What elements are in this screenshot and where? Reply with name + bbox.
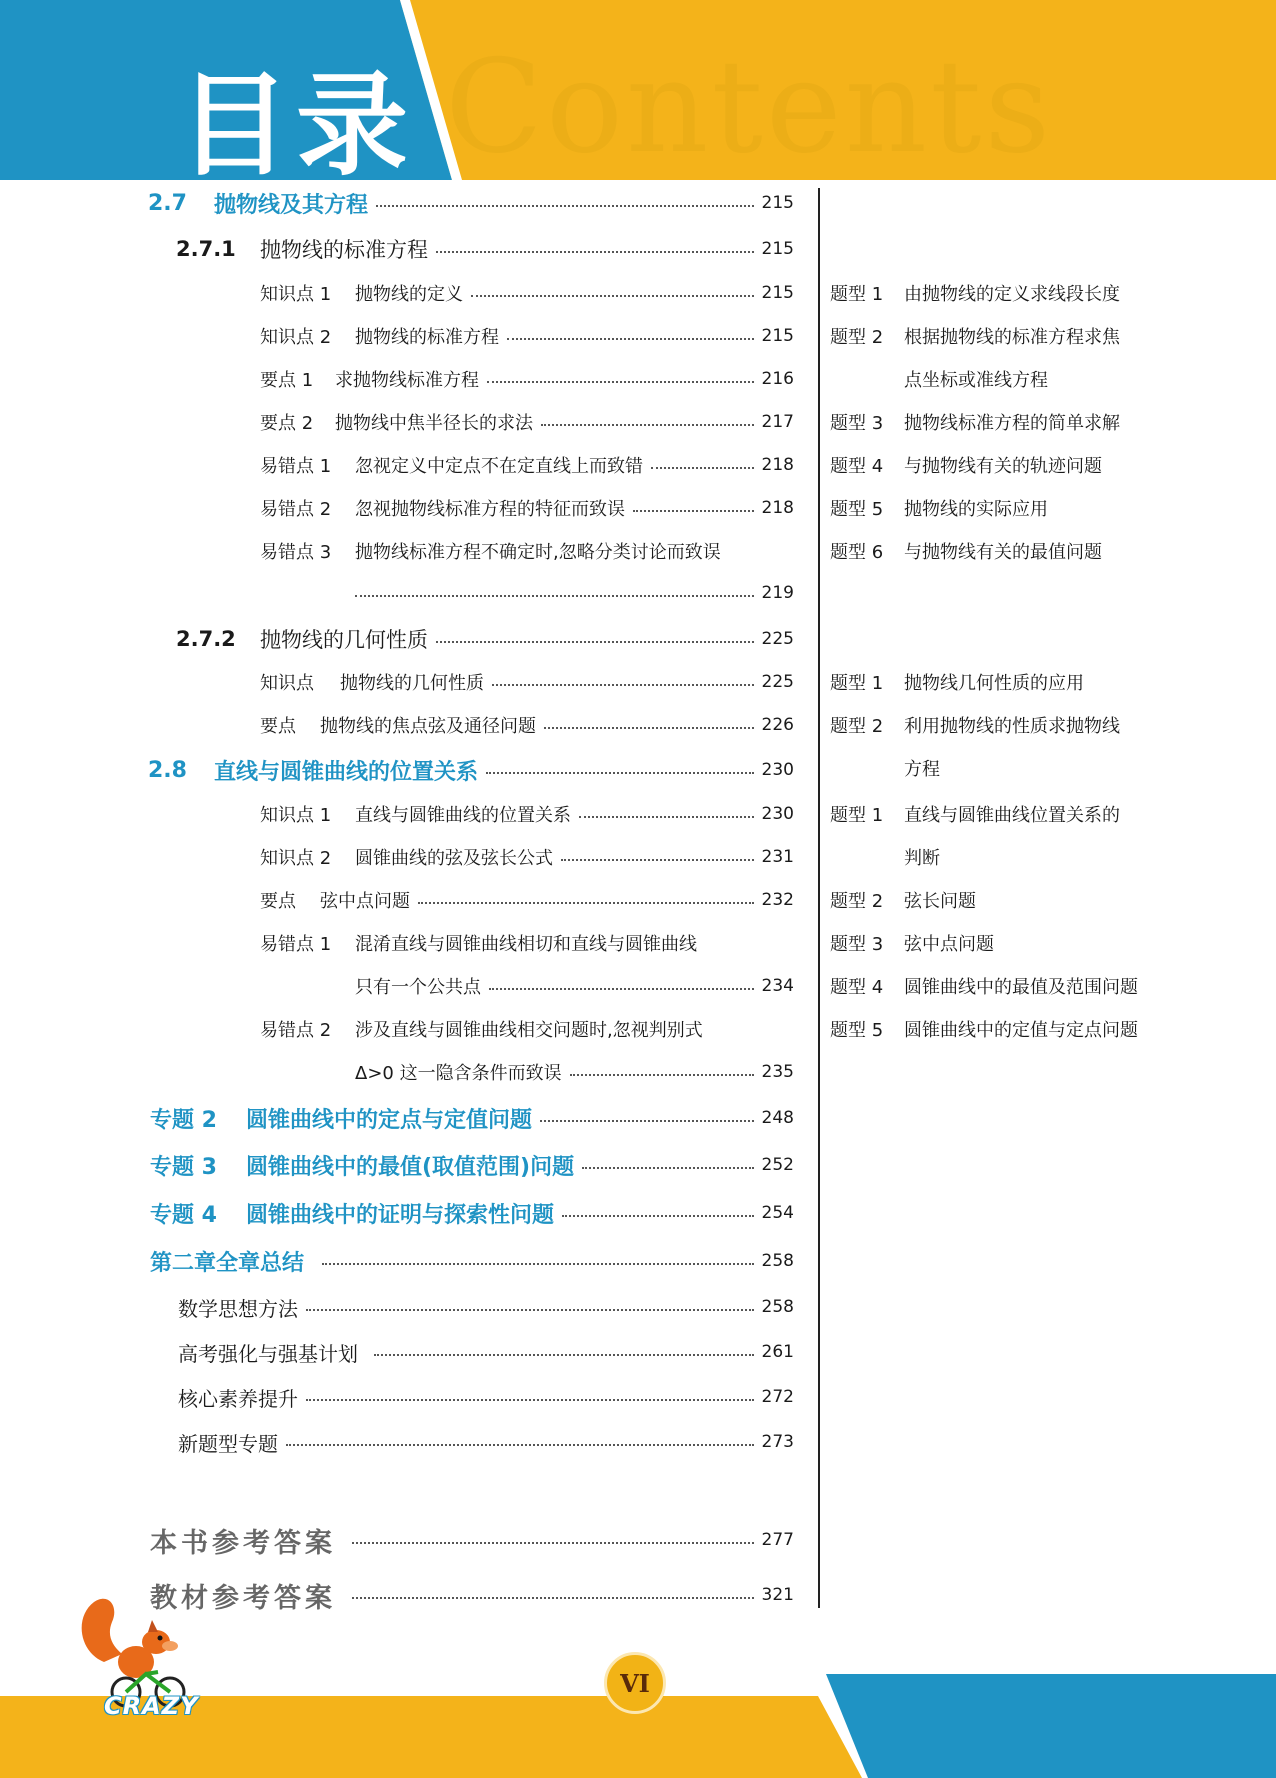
question-type-item[interactable]: [830, 665, 1084, 699]
toc-title: 本书参考答案: [150, 1527, 336, 1559]
toc-leader: [582, 1167, 753, 1169]
toc-title: 忽视抛物线标准方程的特征而致误: [355, 499, 625, 520]
question-type-continuation: 点坐标或准线方程: [904, 370, 1048, 391]
toc-page: 248: [761, 1108, 794, 1128]
question-type-item[interactable]: [830, 448, 1102, 482]
toc-leader: [561, 859, 754, 861]
question-type-item[interactable]: [830, 1012, 1138, 1046]
toc-title: 高考强化与强基计划: [178, 1341, 358, 1366]
question-type-item[interactable]: [830, 405, 1120, 439]
toc-page: 218: [761, 498, 794, 518]
toc-item[interactable]: [260, 362, 794, 396]
question-type-label: 题型 5: [830, 1020, 884, 1041]
question-type-title: 由抛物线的定义求线段长度: [904, 284, 1120, 305]
toc-summary-item[interactable]: [178, 1335, 794, 1369]
toc-label: 2.7.2: [176, 627, 236, 651]
toc-chapter-summary[interactable]: [150, 1244, 794, 1278]
toc-label: 2.7: [148, 190, 187, 216]
toc-leader: [306, 1399, 754, 1401]
question-type-item[interactable]: [830, 969, 1138, 1003]
toc-label: 易错点 2: [260, 1020, 332, 1041]
toc-leader: [507, 338, 754, 340]
toc-page: 232: [761, 890, 794, 910]
question-type-label: 题型 1: [830, 673, 884, 694]
question-type-item[interactable]: [830, 708, 1120, 742]
toc-leader: [418, 902, 754, 904]
question-type-label: 题型 6: [830, 542, 884, 563]
toc-title: 核心素养提升: [178, 1386, 298, 1411]
question-type-item[interactable]: [830, 319, 1120, 353]
question-type-item[interactable]: [830, 491, 1048, 525]
toc-label: 知识点 1: [260, 284, 332, 305]
toc-title: 圆锥曲线中的最值(取值范围)问题: [246, 1154, 575, 1180]
toc-leader: [562, 1215, 754, 1217]
toc-label: 易错点 1: [260, 456, 332, 477]
toc-leader: [436, 641, 754, 643]
toc-leader: [352, 1597, 754, 1599]
toc-subsection-2-7-2[interactable]: [176, 622, 794, 656]
toc-leader: [355, 595, 754, 597]
toc-item[interactable]: [260, 708, 794, 742]
question-type-label: 题型 5: [830, 499, 884, 520]
toc-page: 230: [761, 804, 794, 824]
toc-title: 求抛物线标准方程: [335, 370, 479, 391]
toc-title: 抛物线的几何性质: [260, 628, 428, 652]
toc-title: 抛物线标准方程不确定时,忽略分类讨论而致误: [355, 542, 721, 563]
toc-title: 直线与圆锥曲线的位置关系: [214, 759, 479, 785]
toc-item[interactable]: [260, 491, 794, 525]
question-type-title: 圆锥曲线中的定值与定点问题: [904, 1020, 1138, 1041]
toc-label: 易错点 3: [260, 542, 332, 563]
toc-label: 2.7.1: [176, 237, 236, 261]
toc-leader: [540, 1120, 754, 1122]
footer-blue-band: [826, 1674, 1276, 1778]
toc-page: 252: [761, 1155, 794, 1175]
toc-leader: [651, 467, 754, 469]
toc-leader: [541, 424, 754, 426]
toc-title: 教材参考答案: [150, 1582, 336, 1614]
toc-title: 抛物线的定义: [355, 284, 463, 305]
toc-section-2-7[interactable]: [148, 186, 794, 220]
toc-label: 2.8: [148, 757, 187, 783]
question-type-item[interactable]: [830, 926, 994, 960]
toc-page: 272: [761, 1387, 794, 1407]
toc-topic-4[interactable]: [150, 1196, 794, 1230]
question-type-item[interactable]: [830, 883, 976, 917]
toc-item[interactable]: [260, 840, 794, 874]
toc-title: 圆锥曲线中的证明与探索性问题: [246, 1202, 555, 1228]
question-type-title: 与抛物线有关的轨迹问题: [904, 456, 1102, 477]
toc-label: 专题 2: [150, 1107, 217, 1133]
toc-title: 圆锥曲线的弦及弦长公式: [355, 848, 553, 869]
toc-label: 知识点 1: [260, 805, 332, 826]
toc-leader: [374, 1354, 754, 1356]
toc-leader: [471, 295, 754, 297]
toc-label: 易错点 2: [260, 499, 332, 520]
toc-page: 277: [761, 1530, 794, 1550]
toc-item[interactable]: [260, 405, 794, 439]
toc-page: 321: [761, 1585, 794, 1605]
toc-book-answers[interactable]: [150, 1520, 794, 1560]
toc-label: 要点: [260, 716, 296, 737]
toc-title: 混淆直线与圆锥曲线相切和直线与圆锥曲线: [355, 934, 697, 955]
question-type-label: 题型 1: [830, 805, 884, 826]
question-type-title: 抛物线的实际应用: [904, 499, 1048, 520]
toc-title: 忽视定义中定点不在定直线上而致错: [355, 456, 643, 477]
toc-page: 217: [761, 412, 794, 432]
toc-summary-item[interactable]: [178, 1380, 794, 1414]
toc-leader: [322, 1263, 754, 1265]
toc-leader: [633, 510, 754, 512]
toc-label: 专题 3: [150, 1154, 217, 1180]
toc-label: 要点 2: [260, 413, 314, 434]
page-title: 目录: [178, 61, 414, 191]
toc-page: 215: [761, 326, 794, 346]
toc-page: 225: [761, 629, 794, 649]
toc-title: 弦中点问题: [320, 891, 410, 912]
question-type-title: 直线与圆锥曲线位置关系的: [904, 805, 1120, 826]
toc-title: 直线与圆锥曲线的位置关系: [355, 805, 571, 826]
toc-leader: [436, 251, 754, 253]
toc-page: 261: [761, 1342, 794, 1362]
question-type-item[interactable]: [830, 534, 1102, 568]
toc-item[interactable]: [260, 319, 794, 353]
question-type-continuation: 方程: [904, 759, 940, 780]
toc-page: 218: [761, 455, 794, 475]
toc-page: 234: [761, 976, 794, 996]
toc-item[interactable]: [260, 665, 794, 699]
toc-item[interactable]: [260, 448, 794, 482]
toc-item[interactable]: [260, 797, 794, 831]
question-type-title: 弦中点问题: [904, 934, 994, 955]
toc-leader: [570, 1074, 754, 1076]
toc-summary-item[interactable]: [178, 1290, 794, 1324]
toc-title: 涉及直线与圆锥曲线相交问题时,忽视判别式: [355, 1020, 703, 1041]
toc-leader: [492, 684, 754, 686]
toc-page: 273: [761, 1432, 794, 1452]
toc-page: 226: [761, 715, 794, 735]
toc-page: 254: [761, 1203, 794, 1223]
toc-label: 专题 4: [150, 1202, 217, 1228]
toc-title: 抛物线的标准方程: [260, 238, 428, 262]
toc-subsection-2-7-1[interactable]: [176, 232, 794, 266]
toc-item-continuation[interactable]: [355, 1055, 794, 1089]
toc-page: 258: [761, 1251, 794, 1271]
question-type-continuation: 判断: [904, 848, 940, 869]
toc-leader: [489, 988, 754, 990]
toc-title: 抛物线的标准方程: [355, 327, 499, 348]
toc-leader: [376, 205, 754, 207]
question-type-label: 题型 4: [830, 977, 884, 998]
toc-topic-3[interactable]: [150, 1148, 794, 1182]
toc-label: 易错点 1: [260, 934, 332, 955]
question-type-label: 题型 2: [830, 327, 884, 348]
question-type-label: 题型 3: [830, 413, 884, 434]
toc-item[interactable]: [260, 1012, 794, 1046]
toc-leader: [544, 727, 754, 729]
toc-item[interactable]: [260, 276, 794, 310]
question-type-item[interactable]: [830, 276, 1120, 310]
toc-title-line2: Δ>0 这一隐含条件而致误: [355, 1063, 562, 1084]
toc-page: 258: [761, 1297, 794, 1317]
question-type-title: 与抛物线有关的最值问题: [904, 542, 1102, 563]
toc-page: 225: [761, 672, 794, 692]
toc-page: 215: [761, 239, 794, 259]
question-type-item[interactable]: [830, 797, 1120, 831]
toc-title: 抛物线及其方程: [214, 192, 369, 218]
toc-page: 235: [761, 1062, 794, 1082]
toc-title: 圆锥曲线中的定点与定值问题: [246, 1107, 533, 1133]
toc-leader: [486, 772, 754, 774]
question-type-label: 题型 2: [830, 716, 884, 737]
question-type-label: 题型 3: [830, 934, 884, 955]
toc-item-continuation[interactable]: [355, 576, 794, 610]
toc-leader: [352, 1542, 754, 1544]
toc-title: 数学思想方法: [178, 1296, 298, 1321]
toc-section-2-8[interactable]: [148, 753, 794, 787]
toc-title: 第二章全章总结: [150, 1250, 305, 1276]
toc-item[interactable]: [260, 926, 794, 960]
page-number: VI: [604, 1652, 666, 1714]
toc-title: 抛物线中焦半径长的求法: [335, 413, 533, 434]
question-type-title: 弦长问题: [904, 891, 976, 912]
contents-watermark: Contents: [445, 33, 1054, 182]
toc-label: 知识点 2: [260, 848, 332, 869]
toc-page: 219: [761, 583, 794, 603]
toc-leader: [286, 1444, 754, 1446]
question-type-title: 抛物线几何性质的应用: [904, 673, 1084, 694]
question-type-label: 题型 1: [830, 284, 884, 305]
toc-topic-2[interactable]: [150, 1101, 794, 1135]
toc-title: 抛物线的焦点弦及通径问题: [320, 716, 536, 737]
question-type-label: 题型 4: [830, 456, 884, 477]
toc-label: 要点 1: [260, 370, 314, 391]
toc-page: 215: [761, 283, 794, 303]
toc-page: 230: [761, 760, 794, 780]
toc-page: 216: [761, 369, 794, 389]
toc-label: 要点: [260, 891, 296, 912]
question-type-title: 根据抛物线的标准方程求焦: [904, 327, 1120, 348]
toc-title: 新题型专题: [178, 1431, 278, 1456]
toc-title: 抛物线的几何性质: [340, 673, 484, 694]
toc-label: 知识点: [260, 673, 314, 694]
mascot-crazy-label: CRAZY: [104, 1692, 199, 1720]
toc-page: 215: [761, 193, 794, 213]
toc-leader: [487, 381, 754, 383]
toc-label: 知识点 2: [260, 327, 332, 348]
toc-item-continuation[interactable]: [355, 969, 794, 1003]
question-type-title: 圆锥曲线中的最值及范围问题: [904, 977, 1138, 998]
toc-leader: [579, 816, 754, 818]
toc-title-line2: 只有一个公共点: [355, 977, 481, 998]
toc-summary-item[interactable]: [178, 1425, 794, 1459]
question-type-title: 利用抛物线的性质求抛物线: [904, 716, 1120, 737]
question-type-title: 抛物线标准方程的简单求解: [904, 413, 1120, 434]
toc-textbook-answers[interactable]: [150, 1575, 794, 1615]
toc-item[interactable]: [260, 883, 794, 917]
column-divider: [818, 188, 820, 1608]
toc-leader: [306, 1309, 754, 1311]
toc-page: 231: [761, 847, 794, 867]
question-type-label: 题型 2: [830, 891, 884, 912]
toc-item[interactable]: [260, 534, 794, 568]
